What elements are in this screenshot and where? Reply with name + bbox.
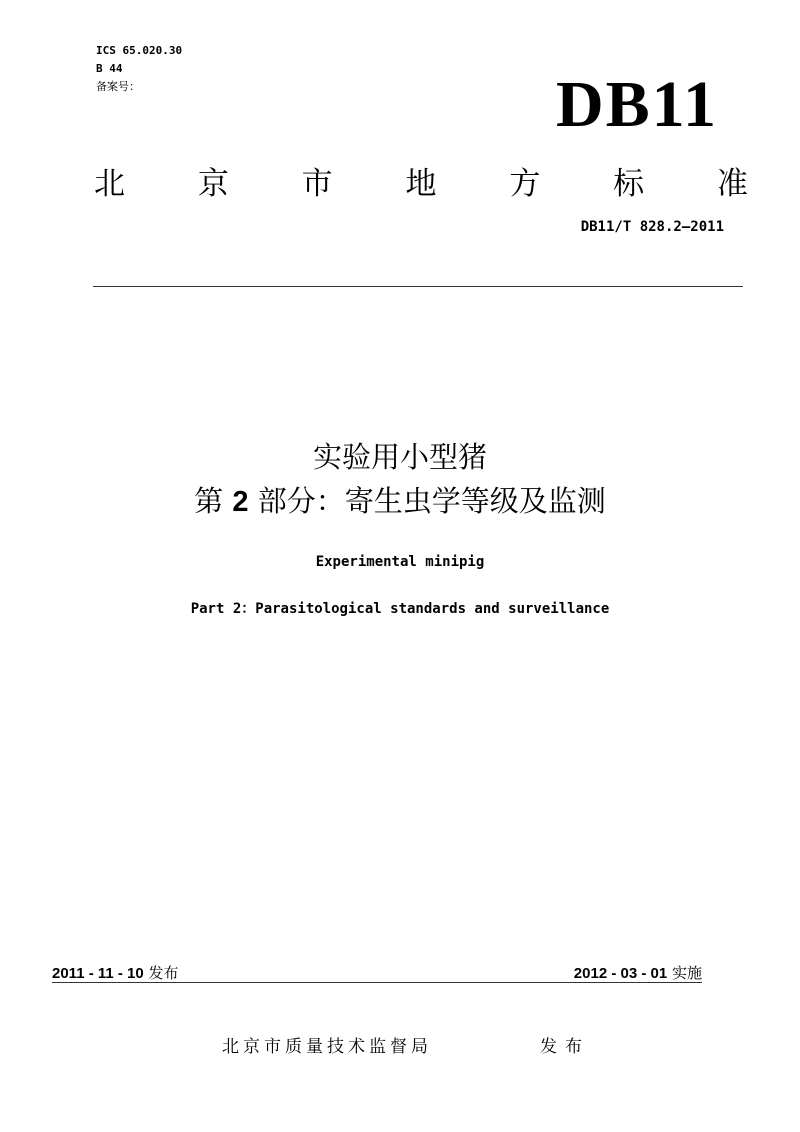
top-divider — [93, 286, 743, 287]
standard-type-heading — [94, 158, 748, 202]
title-en-line1: Experimental minipig — [315, 554, 485, 570]
standard-type-char: 方 — [509, 166, 541, 202]
title-part-suffix: 部分：寄生虫学等级及监测 — [257, 484, 606, 518]
standard-type-char: 准 — [716, 166, 748, 202]
ccs-code: B 44 — [96, 62, 123, 75]
db11-logo: DB11 — [555, 68, 718, 141]
effective-date: 2012 - 03 - 01 — [573, 965, 668, 982]
standard-code: DB11/T 828.2—2011 — [580, 219, 724, 235]
ics-code: ICS 65.020.30 — [96, 44, 183, 57]
title-cn-line1: 实验用小型猪 — [312, 440, 487, 474]
effective-date-block — [574, 962, 702, 983]
standard-type-char: 标 — [613, 166, 645, 202]
publisher-name: 北京市质量技术监督局 — [222, 1037, 432, 1057]
standard-type-char: 京 — [197, 166, 229, 202]
standard-type-char: 市 — [301, 166, 333, 202]
release-date: 2011 - 11 - 10 — [52, 965, 144, 982]
standard-type-char: 地 — [405, 166, 437, 202]
release-date-block — [52, 962, 179, 983]
bottom-divider — [52, 982, 702, 983]
filing-number-label: 备案号： — [96, 80, 140, 93]
publish-label: 发布 — [540, 1037, 590, 1057]
effective-label: 实施 — [671, 964, 702, 982]
release-label: 发布 — [148, 964, 179, 982]
standard-type-char: 北 — [94, 166, 125, 202]
title-en-line2: Part 2：Parasitological standards and surveillance — [190, 601, 610, 617]
title-cn-line2 — [0, 481, 800, 522]
title-part-number: 2 — [232, 486, 249, 518]
title-part-prefix: 第 — [194, 484, 224, 518]
